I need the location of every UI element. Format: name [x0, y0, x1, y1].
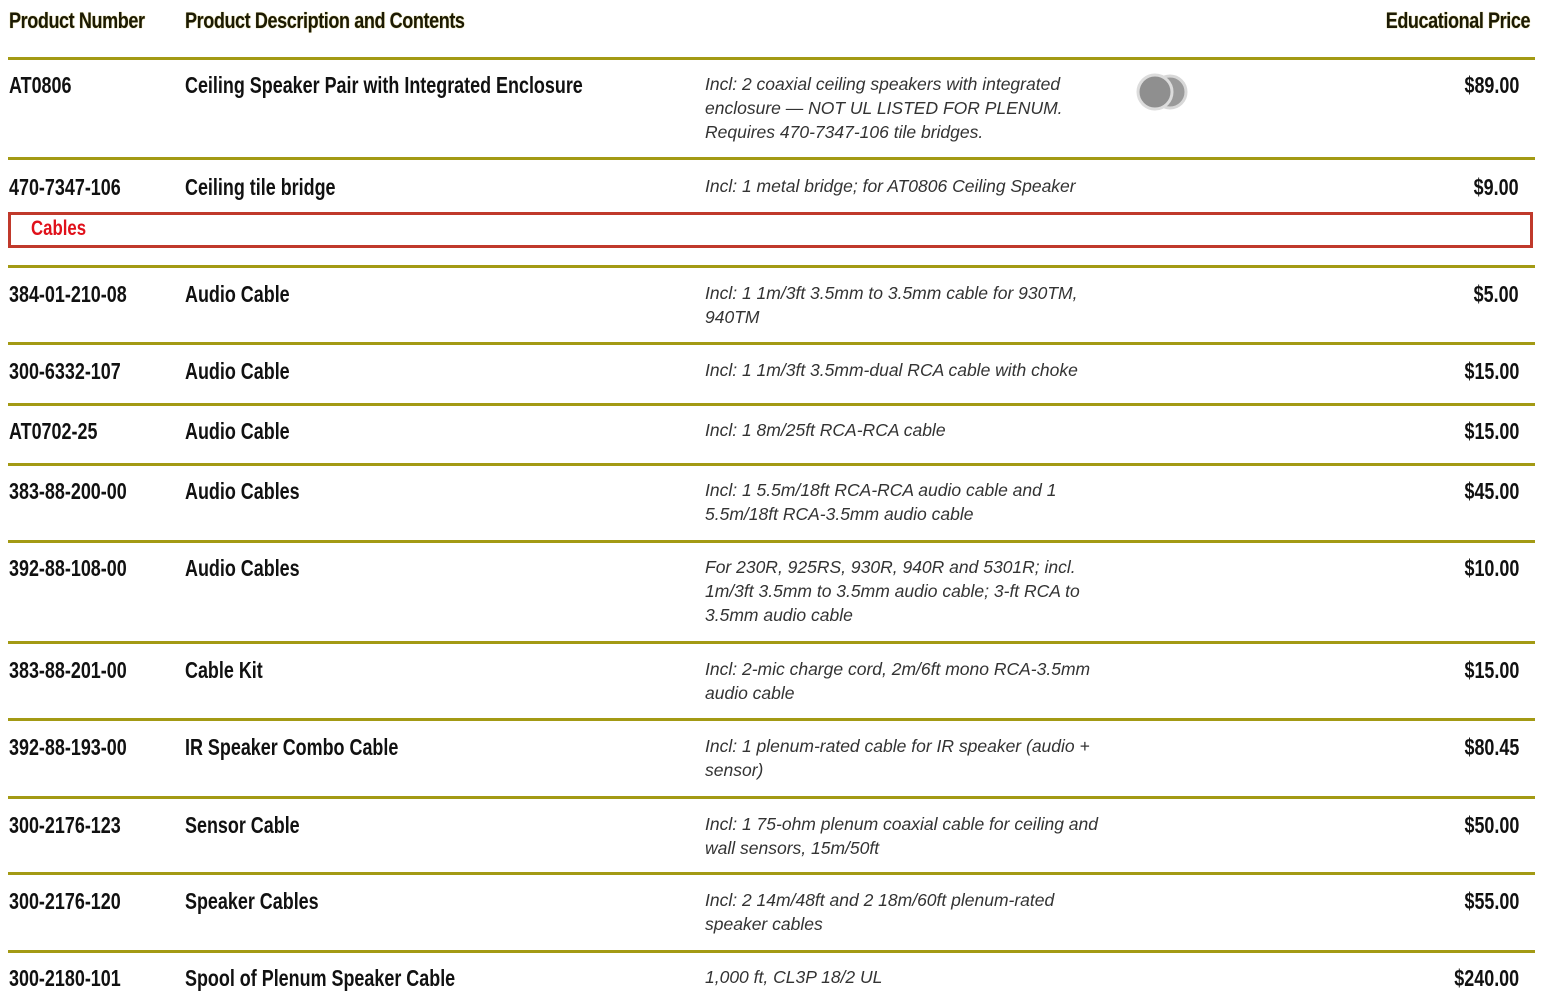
section-header-cables: [8, 212, 1533, 248]
product-description: Incl: 1 1m/3ft 3.5mm to 3.5mm cable for 930TM, 940TM: [705, 283, 1078, 327]
row-divider: [8, 718, 1535, 721]
product-description: Incl: 2 coaxial ceiling speakers with integrated enclosure — NOT UL LISTED FOR PLENUM. Requires 470-7347-106 tile bridges.: [705, 74, 1063, 142]
product-name: Ceiling tile bridge: [185, 174, 336, 200]
product-description: 1,000 ft, CL3P 18/2 UL: [705, 967, 883, 987]
product-number: AT0806: [9, 72, 72, 98]
product-price: $15.00: [1464, 657, 1519, 683]
product-number: 384-01-210-08: [9, 281, 127, 307]
table-header: [0, 0, 1547, 58]
row-divider: [8, 463, 1535, 466]
product-description: Incl: 2 14m/48ft and 2 18m/60ft plenum-rated speaker cables: [705, 890, 1055, 934]
product-name: Audio Cable: [185, 418, 290, 444]
product-price: $15.00: [1464, 418, 1519, 444]
product-price: $45.00: [1464, 478, 1519, 504]
product-price: $9.00: [1474, 174, 1519, 200]
product-number: 470-7347-106: [9, 174, 121, 200]
product-number: AT0702-25: [9, 418, 98, 444]
row-divider: [8, 950, 1535, 953]
ceiling-speaker-image: [1135, 72, 1193, 112]
product-name: Sensor Cable: [185, 812, 300, 838]
product-number: 300-6332-107: [9, 358, 121, 384]
row-divider: [8, 872, 1535, 875]
product-name: Audio Cables: [185, 478, 300, 504]
product-price: $80.45: [1464, 734, 1519, 760]
product-price: $89.00: [1464, 72, 1519, 98]
row-divider: [8, 265, 1535, 268]
product-name: IR Speaker Combo Cable: [185, 734, 399, 760]
product-description: Incl: 2-mic charge cord, 2m/6ft mono RCA-3.5mm audio cable: [705, 659, 1091, 703]
product-number: 383-88-201-00: [9, 657, 127, 683]
product-number: 300-2176-120: [9, 888, 121, 914]
header-educational-price: Educational Price: [1385, 8, 1530, 33]
product-price: $10.00: [1464, 555, 1519, 581]
product-description: For 230R, 925RS, 930R, 940R and 5301R; incl. 1m/3ft 3.5mm to 3.5mm audio cable; 3-ft RCA to 3.5mm audio cable: [705, 557, 1080, 625]
row-divider: [8, 796, 1535, 799]
product-price: $5.00: [1474, 281, 1519, 307]
product-description: Incl: 1 8m/25ft RCA-RCA cable: [705, 420, 946, 440]
product-name: Audio Cables: [185, 555, 300, 581]
product-name: Spool of Plenum Speaker Cable: [185, 965, 456, 991]
product-description: Incl: 1 5.5m/18ft RCA-RCA audio cable and 1 5.5m/18ft RCA-3.5mm audio cable: [705, 480, 1057, 524]
row-divider: [8, 403, 1535, 406]
product-number: 392-88-108-00: [9, 555, 127, 581]
row-divider: [8, 641, 1535, 644]
product-name: Speaker Cables: [185, 888, 319, 914]
product-name: Audio Cable: [185, 281, 290, 307]
product-name: Ceiling Speaker Pair with Integrated Enclosure: [185, 72, 583, 98]
product-price: $50.00: [1464, 812, 1519, 838]
product-price: $15.00: [1464, 358, 1519, 384]
product-price: $55.00: [1464, 888, 1519, 914]
row-divider: [8, 540, 1535, 543]
product-number: 383-88-200-00: [9, 478, 127, 504]
product-name: Audio Cable: [185, 358, 290, 384]
product-description: Incl: 1 plenum-rated cable for IR speaker (audio + sensor): [705, 736, 1090, 780]
product-number: 392-88-193-00: [9, 734, 127, 760]
row-divider: [8, 57, 1535, 60]
product-description: Incl: 1 1m/3ft 3.5mm-dual RCA cable with choke: [705, 360, 1078, 380]
section-label: Cables: [31, 217, 87, 240]
product-number: 300-2176-123: [9, 812, 121, 838]
product-description: Incl: 1 metal bridge; for AT0806 Ceiling Speaker: [705, 176, 1076, 196]
product-price: $240.00: [1454, 965, 1519, 991]
header-product-description: Product Description and Contents: [185, 8, 465, 33]
product-name: Cable Kit: [185, 657, 263, 683]
product-number: 300-2180-101: [9, 965, 121, 991]
header-product-number: Product Number: [9, 8, 145, 33]
row-divider: [8, 157, 1535, 160]
product-description: Incl: 1 75-ohm plenum coaxial cable for ceiling and wall sensors, 15m/50ft: [705, 814, 1098, 858]
row-divider: [8, 342, 1535, 345]
